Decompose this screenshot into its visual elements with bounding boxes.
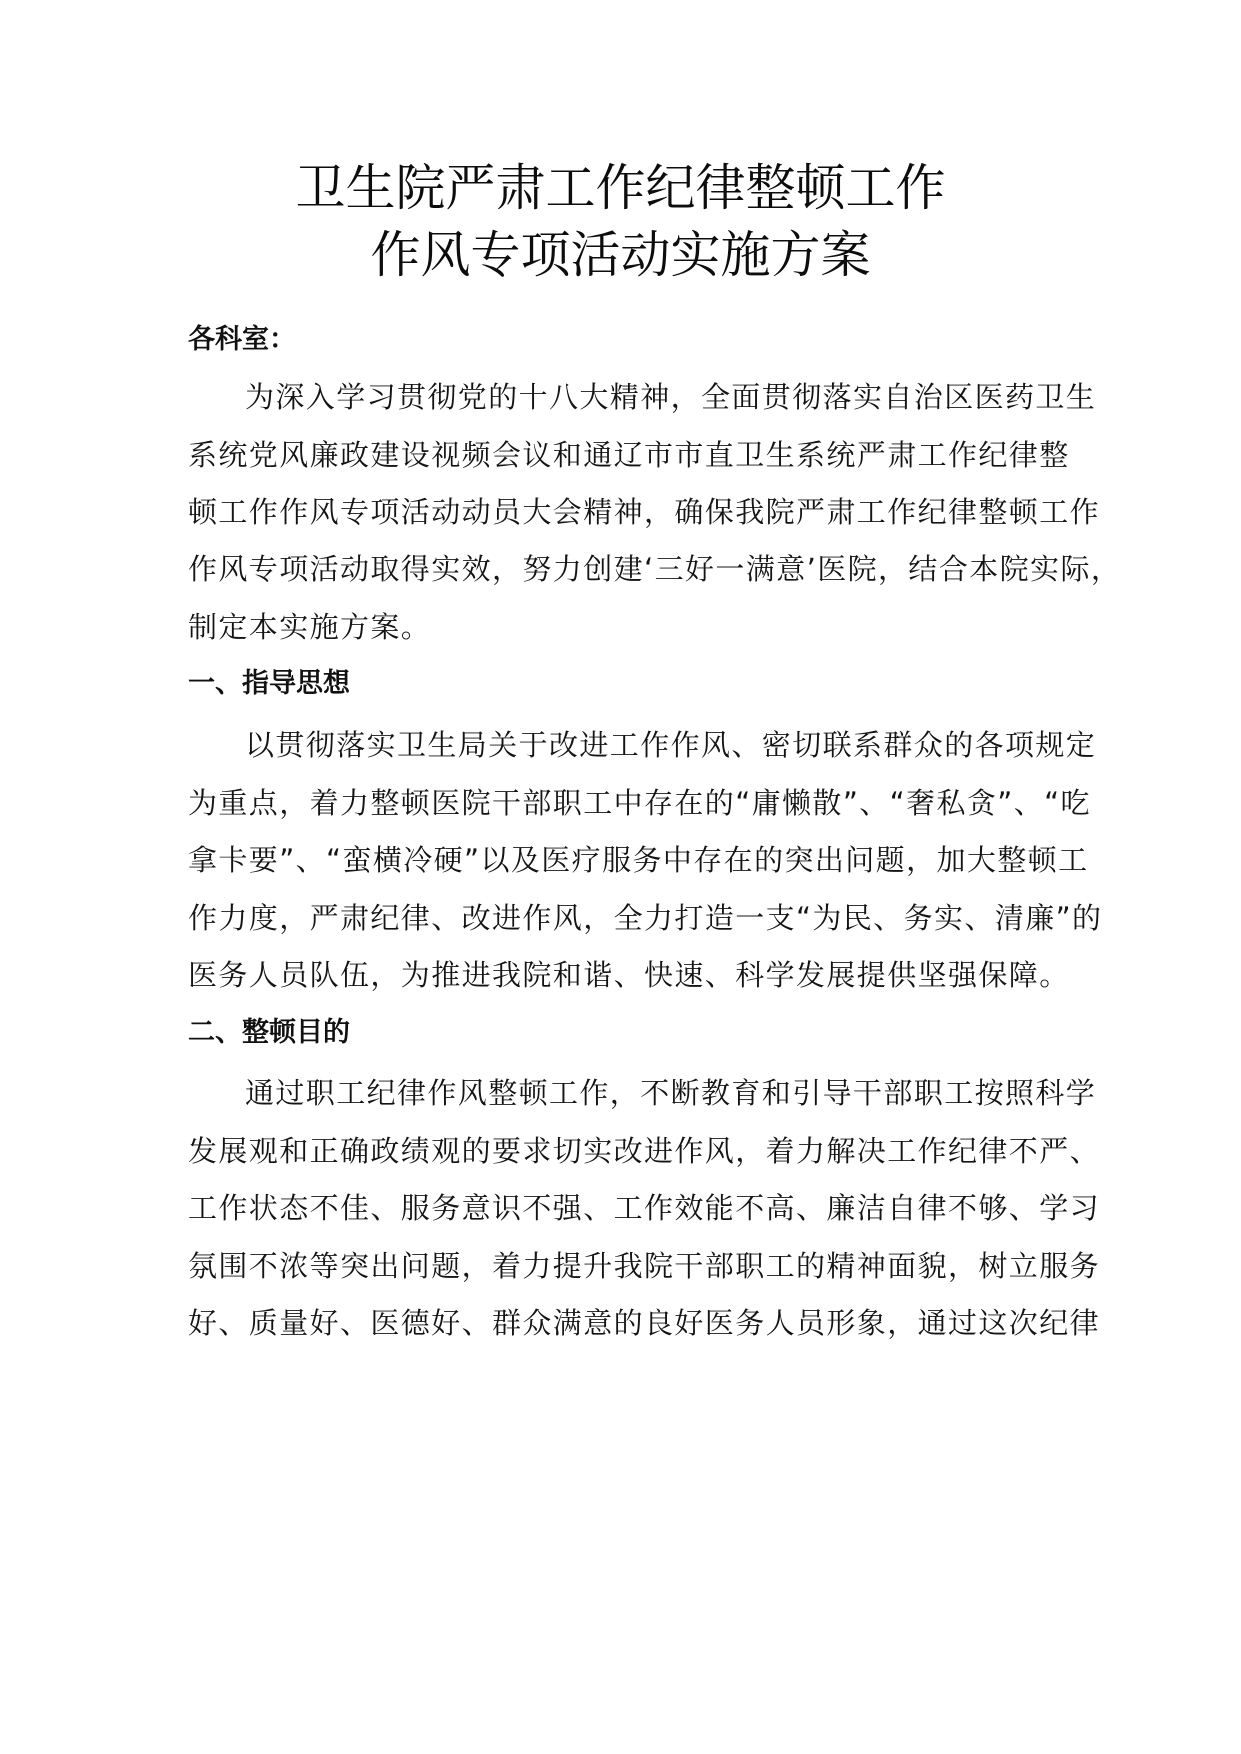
section-1-heading: 一、指导思想: [188, 668, 350, 699]
document-title-line-2: 作风专项活动实施方案: [370, 226, 871, 284]
section-1-line-5: 医务人员队伍，为推进我院和谐、快速、科学发展提供坚强保障。: [188, 958, 1070, 992]
section-2-line-3: 工作状态不佳、服务意识不强、工作效能不高、廉洁自律不够、学习: [188, 1191, 1101, 1225]
intro-line-3: 顿工作作风专项活动动员大会精神，确保我院严肃工作纪律整顿工作: [188, 495, 1101, 529]
section-1-line-1: 以贯彻落实卫生局关于改进工作作风、密切联系群众的各项规定: [245, 728, 1097, 762]
intro-line-1: 为深入学习贯彻党的十八大精神，全面贯彻落实自治区医药卫生: [245, 380, 1097, 414]
section-1-line-3: 拿卡要”、“蛮横冷硬”以及医疗服务中存在的突出问题，加大整顿工: [188, 843, 1089, 877]
section-2-line-1: 通过职工纪律作风整顿工作，不断教育和引导干部职工按照科学: [245, 1076, 1097, 1110]
section-1-line-2: 为重点，着力整顿医院干部职工中存在的“庸懒散”、“奢私贪”、“吃: [188, 786, 1091, 820]
section-2-line-5: 好、质量好、医德好、群众满意的良好医务人员形象，通过这次纪律: [188, 1306, 1101, 1340]
document-title-line-1: 卫生院严肃工作纪律整顿工作: [295, 159, 946, 217]
section-2-line-2: 发展观和正确政绩观的要求切实改进作风，着力解决工作纪律不严、: [188, 1134, 1101, 1168]
salutation: 各科室：: [188, 324, 296, 355]
intro-line-2: 系统党风廉政建设视频会议和通辽市市直卫生系统严肃工作纪律整: [188, 438, 1070, 472]
intro-line-5: 制定本实施方案。: [188, 610, 432, 644]
section-2-heading: 二、整顿目的: [188, 1017, 350, 1048]
section-2-line-4: 氛围不浓等突出问题，着力提升我院干部职工的精神面貌，树立服务: [188, 1249, 1101, 1283]
intro-line-4: 作风专项活动取得实效，努力创建‘三好一满意’医院，结合本院实际，: [188, 552, 1122, 586]
section-1-line-4: 作力度，严肃纪律、改进作风，全力打造一支“为民、务实、清廉”的: [188, 901, 1103, 935]
